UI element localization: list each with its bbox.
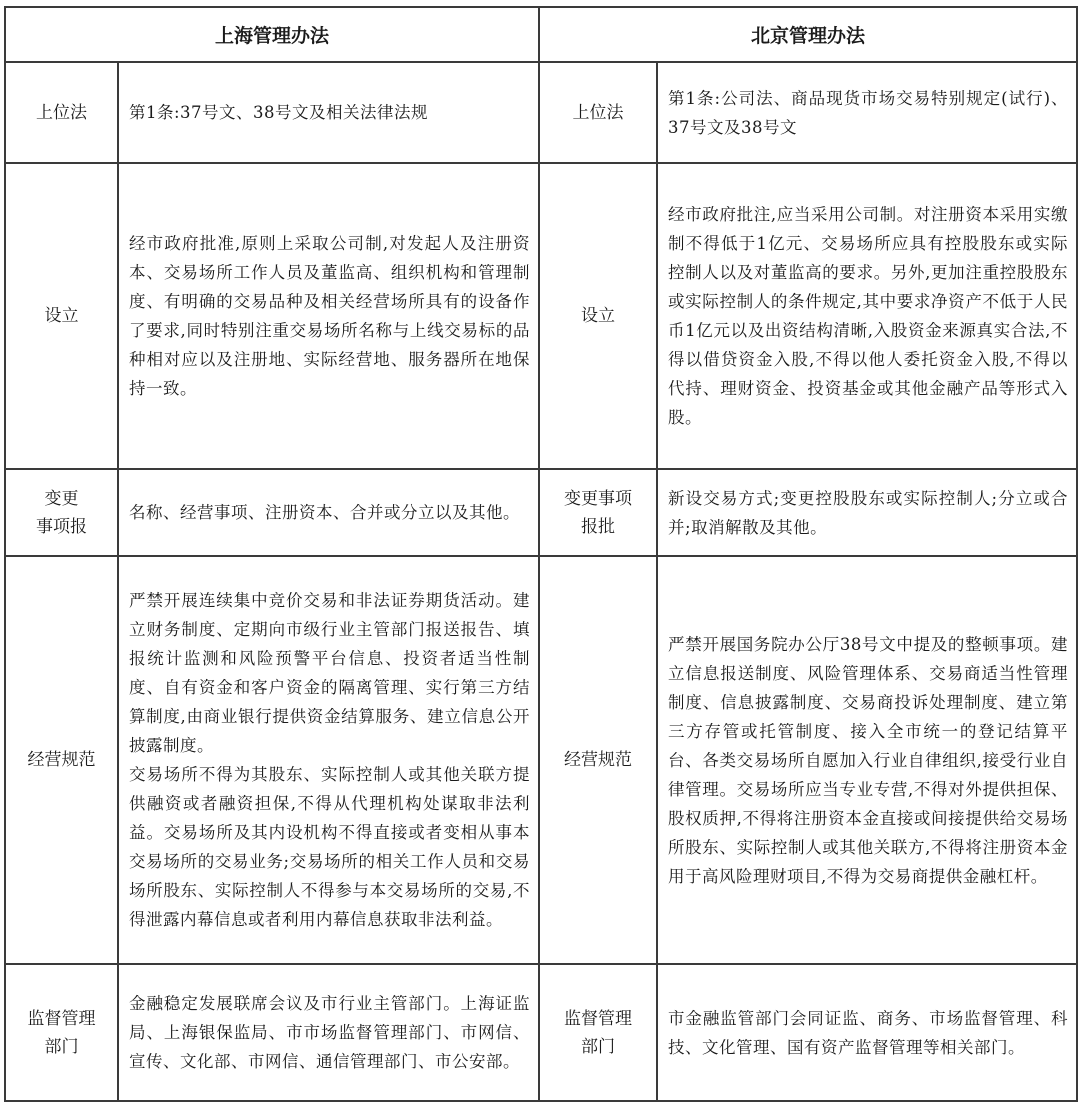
sh-text-superior-law: 第1条:37号文、38号文及相关法律法规 [118,62,539,163]
header-beijing: 北京管理办法 [539,7,1077,62]
sh-label-supervision-dept: 监督管理 部门 [5,964,118,1101]
bj-label-establishment: 设立 [539,163,657,469]
sh-text-change-items: 名称、经营事项、注册资本、合并或分立以及其他。 [118,469,539,556]
comparison-table-container [4,6,1076,1100]
sh-label-superior-law: 上位法 [5,62,118,163]
bj-text-supervision-dept: 市金融监管部门会同证监、商务、市场监督管理、科技、文化管理、国有资产监督管理等相关部门。 [657,964,1077,1101]
comparison-table [4,6,1078,1102]
bj-label-superior-law: 上位法 [539,62,657,163]
header-shanghai: 上海管理办法 [5,7,539,62]
header-row [5,7,1077,62]
bj-label-change-items: 变更事项 报批 [539,469,657,556]
table-row-establishment [5,163,1077,469]
table-row-superior-law [5,62,1077,163]
sh-label-establishment: 设立 [5,163,118,469]
sh-label-operation-rules: 经营规范 [5,556,118,964]
sh-label-change-items: 变更 事项报 [5,469,118,556]
sh-text-operation-rules: 严禁开展连续集中竞价交易和非法证券期货活动。建立财务制度、定期向市级行业主管部门报送报告、填报统计监测和风险预警平台信息、投资者适当性制度、自有资金和客户资金的隔离管理、实行第三方结算制度,由商业银行提供资金结算服务、建立信息公开披露制度。 交易场所不得为其股东、实际控制人或其他关联方提供融资或者融资担保,不得从代理机构处谋取非法利益。交易场所及其内设机构不得直接或者变相从事本交易场所的交易业务;交易场所的相关工作人员和交易场所股东、实际控制人不得参与本交易场所的交易,不得泄露内幕信息或者利用内幕信息获取非法利益。 [118,556,539,964]
bj-text-operation-rules: 严禁开展国务院办公厅38号文中提及的整顿事项。建立信息报送制度、风险管理体系、交易商适当性管理制度、信息披露制度、交易商投诉处理制度、建立第三方存管或托管制度、接入全市统一的登记结算平台、各类交易场所自愿加入行业自律组织,接受行业自律管理。交易场所应当专业专营,不得对外提供担保、股权质押,不得将注册资本金直接或间接提供给交易场所股东、实际控制人或其他关联方,不得将注册资本金用于高风险理财项目,不得为交易商提供金融杠杆。 [657,556,1077,964]
table-row-change-items [5,469,1077,556]
sh-text-supervision-dept: 金融稳定发展联席会议及市行业主管部门。上海证监局、上海银保监局、市市场监督管理部门、市网信、宣传、文化部、市网信、通信管理部门、市公安部。 [118,964,539,1101]
table-row-operation-rules [5,556,1077,964]
bj-label-supervision-dept: 监督管理 部门 [539,964,657,1101]
bj-text-superior-law: 第1条:公司法、商品现货市场交易特别规定(试行)、37号文及38号文 [657,62,1077,163]
sh-text-establishment: 经市政府批准,原则上采取公司制,对发起人及注册资本、交易场所工作人员及董监高、组织机构和管理制度、有明确的交易品种及相关经营场所具有的设备作了要求,同时特别注重交易场所名称与上线交易标的品种相对应以及注册地、实际经营地、服务器所在地保持一致。 [118,163,539,469]
table-row-supervision-dept [5,964,1077,1101]
bj-text-change-items: 新设交易方式;变更控股股东或实际控制人;分立或合并;取消解散及其他。 [657,469,1077,556]
bj-text-establishment: 经市政府批注,应当采用公司制。对注册资本采用实缴制不得低于1亿元、交易场所应具有控股股东或实际控制人以及对董监高的要求。另外,更加注重控股股东或实际控制人的条件规定,其中要求净资产不低于人民币1亿元以及出资结构清晰,入股资金来源真实合法,不得以借贷资金入股,不得以他人委托资金入股,不得以代持、理财资金、投资基金或其他金融产品等形式入股。 [657,163,1077,469]
bj-label-operation-rules: 经营规范 [539,556,657,964]
